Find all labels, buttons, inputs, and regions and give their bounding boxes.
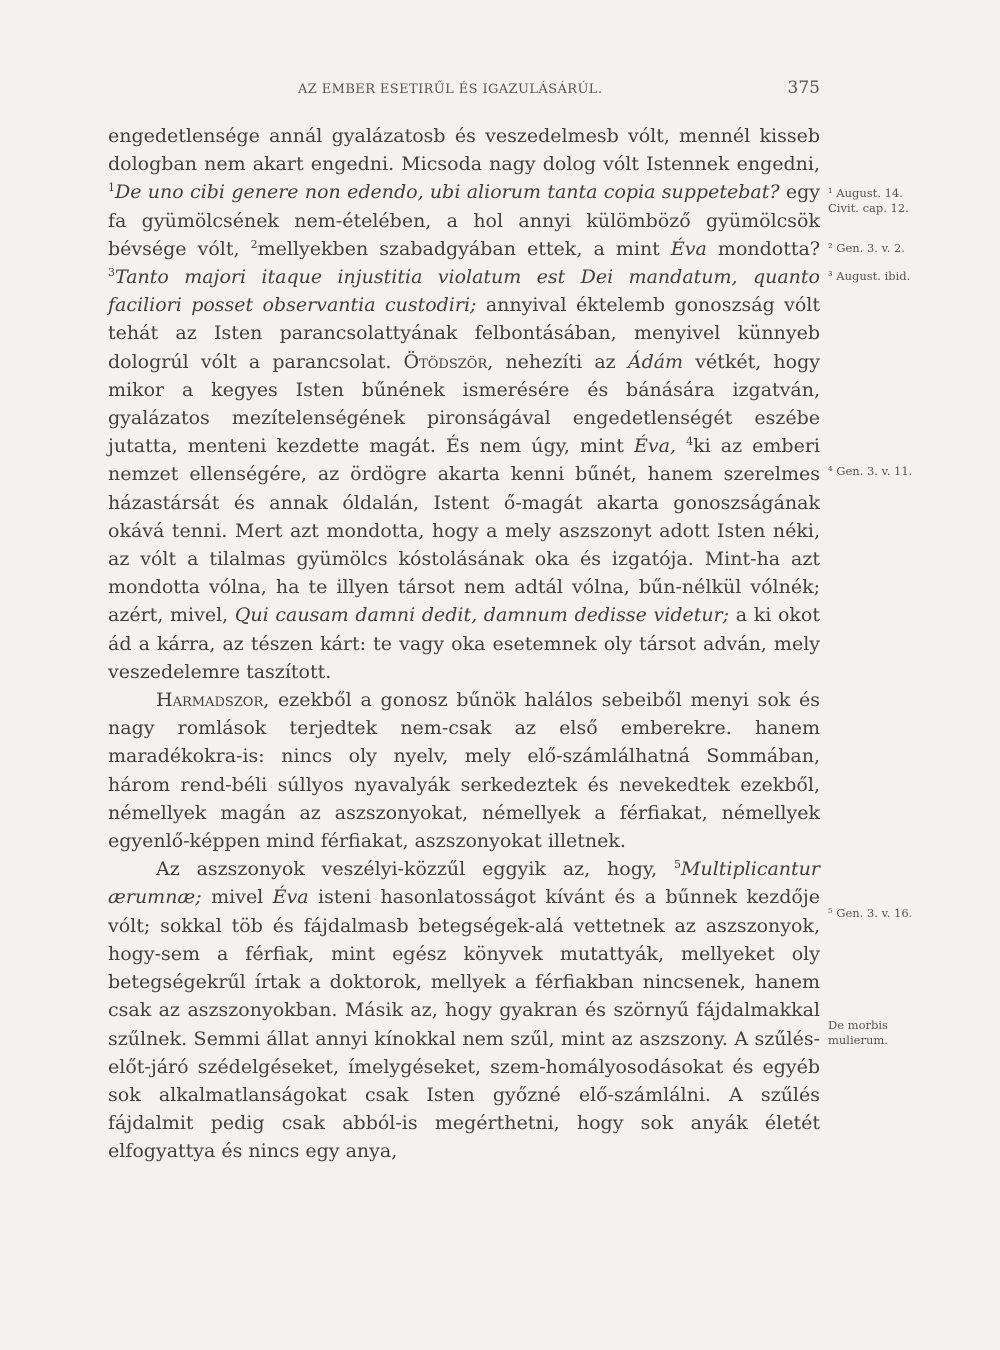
margin-note-4: ⁴ Gen. 3. v. 11. (828, 464, 913, 478)
note-marker: 5 (674, 858, 682, 872)
note-marker: 1 (108, 181, 115, 195)
margin-note-5: ⁵ Gen. 3. v. 16. (828, 906, 913, 920)
page-header (108, 78, 820, 104)
paragraph-3: Az aszszonyok veszélyi-közzűl eggyik az, hogy, $^5$Multiplicantur ærumnæ; mivel Éva isteni hasonlatosságot kívánt és a bűnnek kezdője vólt; sokkal töb és fájdalmasb betegségek-alá vettetnek az aszszonyok, hogy-sem a férfiak, mint egész könyvek mutattyák, mellyeket oly betegségekrűl írtak a doktorok, mellyek a férfiakban nincsenek, hanem csak az aszszonyokban. Másik az, hogy gyakran és szörnyű fájdalmakkal szűlnek. Semmi állat annyi kínokkal nem szűl, mint az aszszony. A szűlés-előt-járó szédelgéseket, ímelygéseket, szem-homályosodásokat és egyéb sok alkalmatlanságokat csak Isten győzné elő-számlálni. A szűlés fájdalmit pedig csak abból-is megérthetni, hogy sok anyák életét elfogyattya és nincs egy anya, (108, 858, 820, 1163)
body-text (108, 122, 820, 1166)
margin-note-2: ² Gen. 3. v. 2. (828, 241, 906, 255)
note-marker: 3 (108, 266, 115, 280)
note-marker: 2 (250, 237, 258, 251)
margin-note-1: ¹ August. 14. Civit. cap. 12. (828, 186, 909, 215)
paragraph-1: engedetlensége annál gyalázatosb és veszedelmesb vólt, mennél kisseb dologban nem akart engedni. Micsoda nagy dolog vólt Istennek engedni, $^1$De uno cibi genere non edendo, ubi aliorum tanta copia suppetebat? egy fa gyümölcsének nem-ételében, a hol annyi külömböző gyümölcsök bévsége vólt, $^2$mellyekben szabadgyában ettek, a mint Éva mondotta? $^3$Tanto majori itaque injustitia violatum est Dei mandatum, quanto faciliori posset observantia custodiri; annyival éktelemb gonoszság vólt tehát az Isten parancsolattyának felbontásában, menyivel künnyeb dologrúl vólt a parancsolat. Ötödször, nehezíti az Ádám vétkét, hogy mikor a kegyes Isten bűnének ismerésére és bánására izgatván, gyalázatos mezítelenségének pironságával engedetlenségét eszébe jutatta, menteni kezdette magát. És nem úgy, mint Éva, $^4$ki az emberi nemzet ellenségére, az ördögre akarta kenni bűnét, hanem szerelmes házastársát és annak óldalán, Istent ő-magát akarta gonoszságának okává tenni. Mert azt mondotta, hogy a mely aszszonyt adott Isten néki, az vólt a tilalmas gyümölcs kóstolásának oka és izgatója. Mint-ha azt mondotta vólna, ha te illyen társot nem adtál vólna, bűn-nélkül vólnék; azért, mivel, Qui causam damni dedit, damnum dedisse videtur; a ki okot ád a kárra, az tészen kárt: te vagy oka esetemnek oly társot adván, mely veszedelemre taszított. (108, 125, 821, 683)
note-marker: 4 (686, 435, 694, 449)
page-number: 375 (787, 78, 820, 98)
margin-note-3: ³ August. ibid. (828, 269, 911, 283)
paragraph-2: Harmadszor, ezekből a gonosz bűnök halálos sebeiből menyi sok és nagy romlások terjedtek nem-csak az első emberekre. hanem maradékokra-is: nincs oly nyelv, mely elő-számlálhatná Sommában, három rend-béli súllyos nyavalyák serkedeztek és nevekedtek ezekből, némellyek magán az aszszonyokat, némellyek a férfiakat, némellyek egyenlő-képpen mind férfiakat, aszszonyokat illetnek. (108, 689, 820, 853)
running-head: AZ EMBER ESETIRŰL ÉS IGAZULÁSÁRÚL. (298, 82, 603, 97)
margin-note-6: De morbis mulierum. (828, 1018, 888, 1047)
